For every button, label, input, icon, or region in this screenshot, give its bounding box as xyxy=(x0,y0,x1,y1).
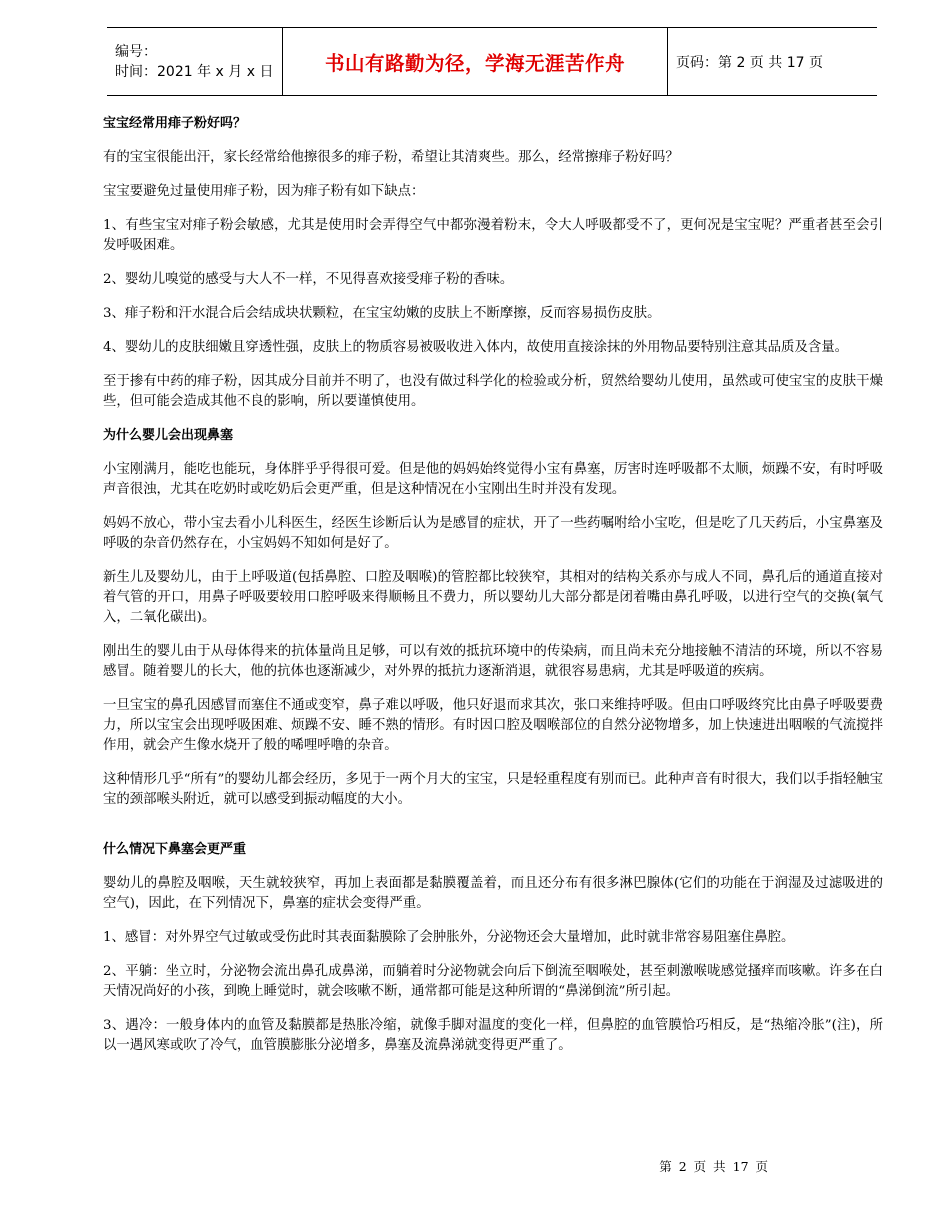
body-paragraph: 一旦宝宝的鼻孔因感冒而塞住不通或变窄，鼻子难以呼吸，他只好退而求其次，张口来维持呼吸。但由口呼吸终究比由鼻子呼吸要费力，所以宝宝会出现呼吸困难、烦躁不安、睡不熟的情形。有时因口腔及咽喉部位的自然分泌物增多，加上快速进出咽喉的气流搅拌作用，就会产生像水烧开了般的唏哩呼噜的杂音。 xyxy=(103,698,883,753)
body-paragraph: 刚出生的婴儿由于从母体得来的抗体量尚且足够，可以有效的抵抗环境中的传染病，而且尚未充分地接触不清洁的环境，所以不容易感冒。随着婴儿的长大，他的抗体也逐渐减少，对外界的抵抗力逐渐消退，就很容易患病，尤其是呼吸道的疾病。 xyxy=(103,644,883,679)
header-motto: 书山有路勤为径，学海无涯苦作舟 xyxy=(324,51,625,75)
header-meta xyxy=(107,28,283,95)
section-heading: 为什么婴儿会出现鼻塞 xyxy=(103,428,234,443)
body-paragraph: 至于掺有中药的痱子粉，因其成分目前并不明了，也没有做过科学化的检验或分析，贸然给婴幼儿使用，虽然或可使宝宝的皮肤干燥些，但可能会造成其他不良的影响，所以要谨慎使用。 xyxy=(103,374,883,409)
document-body xyxy=(103,114,883,1056)
document-number-label: 编号： xyxy=(115,43,157,60)
body-paragraph: 3、痱子粉和汗水混合后会结成块状颗粒，在宝宝幼嫩的皮肤上不断摩擦，反而容易损伤皮肤。 xyxy=(103,306,661,321)
body-paragraph: 妈妈不放心，带小宝去看小儿科医生，经医生诊断后认为是感冒的症状，开了一些药嘱咐给小宝吃，但是吃了几天药后，小宝鼻塞及呼吸的杂音仍然存在，小宝妈妈不知如何是好了。 xyxy=(103,516,883,551)
section-heading: 宝宝经常用痱子粉好吗？ xyxy=(103,116,247,131)
section-heading: 什么情况下鼻塞会更严重 xyxy=(103,842,247,857)
body-paragraph: 这种情形几乎“所有”的婴幼儿都会经历，多见于一两个月大的宝宝，只是轻重程度有别而已。此种声音有时很大，我们以手指轻触宝宝的颈部喉头附近，就可以感受到振动幅度的大小。 xyxy=(103,772,883,807)
body-paragraph: 1、有些宝宝对痱子粉会敏感，尤其是使用时会弄得空气中都弥漫着粉末，令大人呼吸都受不了，更何况是宝宝呢？严重者甚至会引发呼吸困难。 xyxy=(103,218,883,253)
body-paragraph: 2、婴幼儿嗅觉的感受与大人不一样，不见得喜欢接受痱子粉的香味。 xyxy=(103,272,514,287)
body-paragraph: 4、婴幼儿的皮肤细嫩且穿透性强，皮肤上的物质容易被吸收进入体内，故使用直接涂抹的外用物品要特别注意其品质及含量。 xyxy=(103,340,848,355)
body-paragraph: 1、感冒：对外界空气过敏或受伤此时其表面黏膜除了会肿胀外，分泌物还会大量增加，此时就非常容易阻塞住鼻腔。 xyxy=(103,930,795,945)
body-paragraph: 有的宝宝很能出汗，家长经常给他擦很多的痱子粉，希望让其清爽些。那么，经常擦痱子粉好吗？ xyxy=(103,150,679,165)
body-paragraph: 2、平躺：坐立时，分泌物会流出鼻孔成鼻涕，而躺着时分泌物就会向后下倒流至咽喉处，甚至刺激喉咙感觉搔痒而咳嗽。许多在白天情况尚好的小孩，到晚上睡觉时，就会咳嗽不断，通常都可能是这种所谓的“鼻涕倒流”所引起。 xyxy=(103,964,883,999)
body-paragraph: 小宝刚满月，能吃也能玩，身体胖乎乎得很可爱。但是他的妈妈始终觉得小宝有鼻塞，厉害时连呼吸都不太顺，烦躁不安，有时呼吸声音很浊，尤其在吃奶时或吃奶后会更严重，但是这种情况在小宝刚出生时并没有发现。 xyxy=(103,462,883,497)
document-date-label: 时间：2021 年 x 月 x 日 xyxy=(115,63,274,80)
page-header xyxy=(107,27,877,96)
header-page-label: 页码：第 2 页 共 17 页 xyxy=(676,54,823,71)
header-page-cell xyxy=(668,28,877,95)
body-paragraph: 婴幼儿的鼻腔及咽喉，天生就较狭窄，再加上表面都是黏膜覆盖着，而且还分布有很多淋巴腺体(它们的功能在于润湿及过滤吸进的空气)，因此，在下列情况下，鼻塞的症状会变得严重。 xyxy=(103,876,883,911)
body-paragraph: 3、遇冷：一般身体内的血管及黏膜都是热胀冷缩，就像手脚对温度的变化一样，但鼻腔的血管膜恰巧相反，是“热缩冷胀”(注)，所以一遇风寒或吹了冷气，血管膜膨胀分泌增多，鼻塞及流鼻涕就变得更严重了。 xyxy=(103,1018,883,1053)
header-motto-cell xyxy=(283,28,668,95)
body-paragraph: 宝宝要避免过量使用痱子粉，因为痱子粉有如下缺点： xyxy=(103,184,425,199)
body-paragraph: 新生儿及婴幼儿，由于上呼吸道(包括鼻腔、口腔及咽喉)的管腔都比较狭窄，其相对的结构关系亦与成人不同，鼻孔后的通道直接对着气管的开口，用鼻子呼吸要较用口腔呼吸来得顺畅且不费力，所以婴幼儿大部分都是闭着嘴由鼻孔呼吸，以进行空气的交换(氧气入，二氧化碳出)。 xyxy=(103,570,883,625)
page-footer: 第 2 页 共 17 页 xyxy=(659,1159,768,1174)
